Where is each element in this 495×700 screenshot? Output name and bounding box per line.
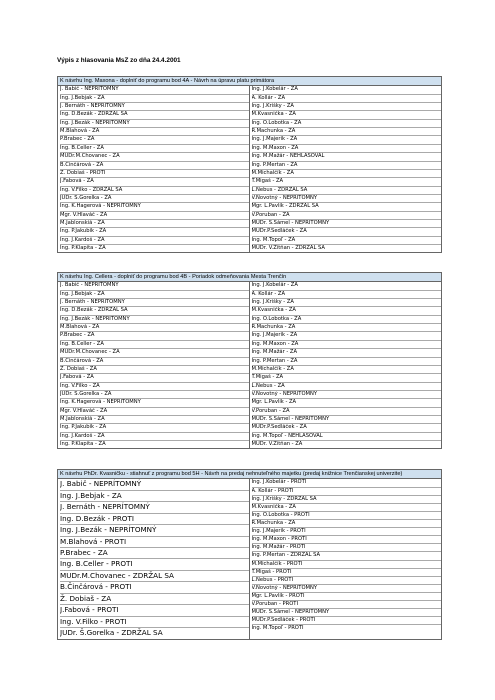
vote-entry: Ing. P.Klapita - ZA [60,244,106,251]
vote-entry: MUDr. Š.Sámel - NEPRÍTOMNÝ [252,416,442,424]
vote-entry: L.Nebus - PROTI [252,577,442,585]
vote-entry: T.Migaš - ZA [252,178,442,186]
vote-entry: M.Jablonskiá - ZA [60,220,249,228]
vote-entry: Ing. P.Mertan - ZA [252,162,442,170]
vote-column-left [58,282,250,448]
vote-entry: MUDr.M.Chovanec - ZA [60,349,249,357]
vote-entry: A. Kollár - ZA [252,291,442,299]
vote-entry: J. Bernáth - NEPRÍTOMNÝ [60,502,249,513]
vote-entry: Ž. Dobiaš - PROTI [60,170,249,178]
vote-entry: V.Novotný - NEPRÍTOMNÝ [252,391,442,399]
vote-entry: P.Brabec - ZA [60,548,249,559]
vote-entry: Ing. V.Filko - ZA [60,383,249,391]
vote-entry: M.Michalčík - ZA [252,170,442,178]
vote-entry: J.Fabová - ZA [60,374,249,382]
vote-entry: Ing. O.Lobotka - ZA [252,316,442,324]
vote-entry: M.Kvasnička - ZA [252,307,442,315]
vote-entry: Ing. M.Mažár - PROTI [252,544,442,552]
vote-entry: Ing. O.Lobotka - PROTI [252,512,442,520]
vote-entry: MUDr.M.Chovanec - ZDRŽAL SA [60,571,249,582]
vote-entry: MUDr.P.Sedláček - ZA [252,228,442,236]
vote-entry: Mgr. V.Hlaváč - ZA [60,408,249,416]
vote-column-right [250,479,442,638]
vote-entry: Ing. J.Majerík - PROTI [252,528,442,536]
vote-entry: Mgr. L.Pavlík - PROTI [252,593,442,601]
vote-entry: M.Blahová - PROTI [60,537,249,548]
vote-entry: Ing. M.Maxon - ZA [252,145,442,153]
vote-table-celler [57,272,442,449]
vote-entry: Ing. J.Krišky - ZA [252,299,442,307]
vote-entry: Ž. Dobiaš - ZA [60,366,249,374]
vote-entry: Ing. J.Kardoš - ZA [60,237,249,245]
vote-entry: Ing. B.Celler - ZA [60,145,249,153]
vote-entry: J. Babič - NEPRÍTOMNÝ [60,86,249,94]
vote-table-header: K návrhu Ing. Maxona - doplniť do programu bod 4A - Návrh na úpravu platu primátora [58,77,441,86]
vote-entry: Ing. M.Mažár - NEHLASOVAL [252,153,442,161]
vote-table-maxon [57,76,442,253]
vote-entry: Ing. J.Majerík - ZA [252,332,442,340]
vote-table-header: K návrhu Ing. Cellera - doplniť do programu bod 4B - Poriadok odmeňovania Mesta Trenčín [58,273,441,282]
vote-entry: R.Machunka - ZA [252,324,442,332]
vote-entry: V.Novotný - NEPRÍTOMNÝ [252,585,442,593]
vote-entry: MUDr.P.Sedláček - ZA [252,424,442,432]
vote-entry: M.Blahová - ZA [60,128,249,136]
vote-entry: Ing. J.Bezák - NEPRÍTOMNÝ [60,316,249,324]
vote-entry: MUDr. V.Žitňan - ZA [251,440,303,447]
vote-entry: Ing. J.Krišky - ZDRŽAL SA [252,496,442,504]
vote-entry: R.Machunka - ZA [252,520,442,528]
vote-entry: L.Nebus - ZA [252,383,442,391]
vote-entry: Ing. K.Hagerová - NEPRÍTOMNÝ [60,203,249,211]
vote-entry: M.Kvasnička - ZA [252,504,442,512]
vote-entry: Ing. J.Bebjak - ZA [60,95,249,103]
vote-entry: JUDr. Š.Gorelka - ZA [60,195,249,203]
vote-entry: J. Bernáth - NEPRÍTOMNÝ [60,299,249,307]
vote-entry: Ž. Dobiaš - ZA [60,594,249,605]
vote-entry: T.Migaš - ZA [252,374,442,382]
vote-entry: M.Michalčík - PROTI [252,561,442,569]
vote-table-header: K návrhu PhDr. Kvasničku - stiahnuť z programu bod 5H - Návrh na predaj nehnuteľného majetku (predaj knižnice Trenčianskej univerzite) [58,470,441,479]
vote-entry: Ing. P.Mertan - ZDRŽAL SA [252,552,442,560]
vote-entry: J. Babič - NEPRÍTOMNÝ [60,282,249,290]
vote-entry: Mgr. L.Pavlík - ZA [252,399,442,407]
vote-entry: Ing. M.Topoľ - PROTI [251,625,304,632]
vote-column-right [250,282,442,448]
vote-entry: M.Blahová - ZA [60,324,249,332]
vote-entry: A. Kollár - ZA [252,95,442,103]
vote-entry: JUDr. Š.Gorelka - ZA [60,391,249,399]
vote-entry: Ing. M.Maxon - PROTI [252,536,442,544]
vote-entry: B.Činčárová - PROTI [60,582,249,593]
vote-entry: V.Poruban - ZA [252,408,442,416]
vote-entry: Ing. J.Kobelár - PROTI [252,479,442,487]
vote-entry: Ing. J.Krišky - ZA [252,103,442,111]
vote-column-left [58,479,250,638]
vote-entry: Ing. P.Jakubík - ZA [60,424,249,432]
vote-entry: Ing. J.Majerík - ZA [252,136,442,144]
vote-entry: V.Novotný - NEPRÍTOMNÝ [252,195,442,203]
vote-entry: J.Fabová - PROTI [60,605,249,616]
vote-entry: Ing. J.Bebjak - ZA [60,291,249,299]
vote-entry: J. Babič - NEPRÍTOMNÝ [60,479,249,490]
document-title: Výpis z hlasovania MsZ zo dňa 24.4.2001 [57,57,181,64]
vote-entry: Ing. D.Bezák - ZDRŽAL SA [60,111,249,119]
vote-entry: Ing. B.Celler - PROTI [60,559,249,570]
vote-entry: Ing. P.Mertan - ZA [252,358,442,366]
vote-entry: Ing. B.Celler - ZA [60,341,249,349]
vote-entry: MUDr. Š.Sámel - NEPRÍTOMNÝ [252,609,442,617]
vote-entry: V.Poruban - ZA [252,212,442,220]
vote-entry: L.Nebus - ZDRŽAL SA [252,187,442,195]
vote-entry: P.Brabec - ZA [60,332,249,340]
vote-entry: M.Jablonskiá - ZA [60,416,249,424]
vote-entry: Ing. J.Bezák - NEPRÍTOMNÝ [60,120,249,128]
vote-entry: T.Migaš - PROTI [252,569,442,577]
vote-entry: J. Bernáth - NEPRÍTOMNÝ [60,103,249,111]
vote-entry: B.Činčárová - ZA [60,162,249,170]
vote-entry: M.Kvasnička - ZA [252,111,442,119]
vote-entry: JUDr. Š.Gorelka - ZDRŽAL SA [60,628,163,638]
vote-entry: Ing. V.Filko - ZDRŽAL SA [60,187,249,195]
vote-entry: MUDr.P.Sedláček - PROTI [252,617,442,625]
vote-entry: MUDr.M.Chovanec - ZA [60,153,249,161]
vote-entry: Ing. J.Bebjak - ZA [60,491,249,502]
vote-entry: R.Machunka - ZA [252,128,442,136]
vote-entry: Ing. J.Bezák - NEPRÍTOMNÝ [60,525,249,536]
vote-entry: A. Kollár - PROTI [252,488,442,496]
vote-table-kvasnicka [57,469,442,640]
vote-entry: M.Michalčík - ZA [252,366,442,374]
vote-entry: Ing. V.Filko - PROTI [60,617,249,628]
vote-entry: Ing. M.Mažár - ZA [252,349,442,357]
vote-entry: Ing. J.Kardoš - ZA [60,433,249,441]
vote-entry: Ing. D.Bezák - PROTI [60,514,249,525]
vote-entry: Ing. M.Topoľ - ZA [252,237,442,245]
vote-entry: V.Poruban - PROTI [252,601,442,609]
vote-column-right [250,86,442,252]
vote-entry: Ing. M.Maxon - ZA [252,341,442,349]
vote-entry: Ing. D.Bezák - ZDRŽAL SA [60,307,249,315]
vote-entry: J.Fabová - ZA [60,178,249,186]
vote-entry: Ing. J.Kobelár - ZA [252,282,442,290]
vote-entry: MUDr. V.Žitňan - ZDRŽAL SA [251,244,325,251]
vote-entry: Mgr. V.Hlaváč - ZA [60,212,249,220]
vote-entry: Ing. J.Kobelár - ZA [252,86,442,94]
vote-entry: Ing. O.Lobotka - ZA [252,120,442,128]
vote-entry: Ing. P.Jakubík - ZA [60,228,249,236]
vote-entry: MUDr. Š.Sámel - NEPRÍTOMNÝ [252,220,442,228]
vote-column-left [58,86,250,252]
vote-entry: Mgr. L.Pavlík - ZDRŽAL SA [252,203,442,211]
vote-entry: B.Činčárová - ZA [60,358,249,366]
vote-entry: Ing. M.Topoľ - NEHLASOVAL [252,433,442,441]
vote-entry: P.Brabec - ZA [60,136,249,144]
vote-entry: Ing. P.Klapita - ZA [60,440,106,447]
vote-entry: Ing. K.Hagerová - NEPRÍTOMNÝ [60,399,249,407]
